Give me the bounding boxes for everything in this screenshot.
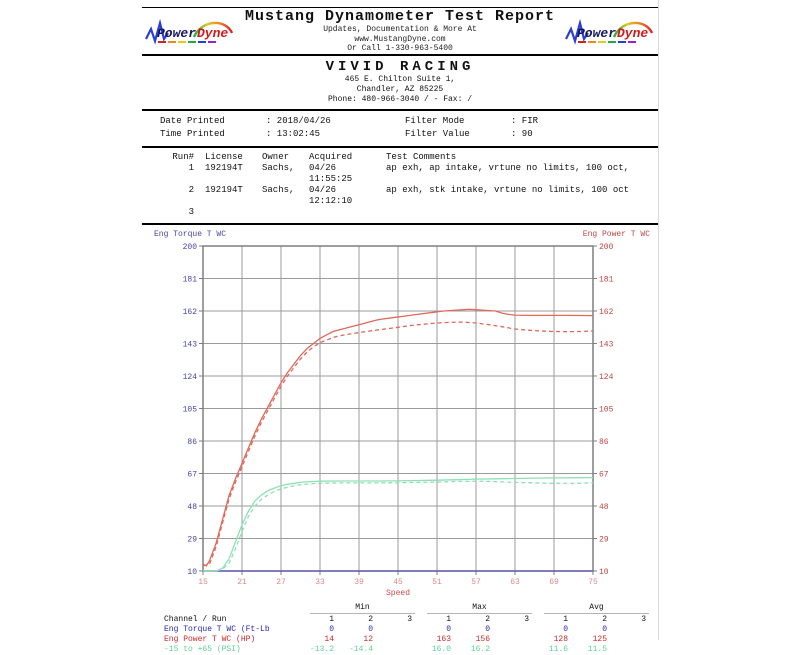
x-axis-title: Speed [385,589,411,598]
summary-group-max: Max [427,603,532,614]
y-tick-label-right: 162 [599,308,614,317]
run-license [205,207,251,218]
summary-torque-value: 0 [446,625,451,634]
logo-power-text: Power [157,26,197,41]
summary-run-col: 2 [368,615,373,624]
runs-header-acquired: Acquired [309,152,353,162]
y-tick-label-right: 105 [599,405,614,415]
run-number: 1 [188,163,194,173]
summary-torque-value: 0 [329,625,334,634]
run-comments [386,207,658,218]
run-number: 2 [188,185,194,195]
logo-tagline [158,41,216,43]
shop-name: VIVID RACING [325,59,475,75]
summary-run-col: 1 [329,615,334,624]
x-tick-label: 51 [432,578,442,587]
summary-power-value: 163 [436,635,451,644]
report-subtitle-1: Updates, Documentation & More At [323,25,477,35]
report-page [142,0,659,654]
report-subtitle-url: www.MustangDyne.com [354,34,446,44]
runs-table [166,152,658,218]
shop-address-1: 465 E. Chilton Suite 1, [344,75,456,84]
x-tick-label: 75 [588,578,598,587]
summary-torque-value: 0 [563,625,568,634]
x-tick-label: 57 [471,578,481,587]
y-tick-label-right: 143 [599,340,614,350]
left-axis-label: Eng Torque T WC [154,230,227,239]
report-header [142,8,658,54]
summary-run-col: 1 [446,615,451,624]
runs-header-owner: Owner [262,152,290,162]
runs-header-license: License [205,152,243,162]
summary-run-col: 3 [524,615,529,624]
report-title: Mustang Dynamometer Test Report [244,8,556,26]
y-tick-label-left: 67 [187,470,197,480]
summary-psi-value: -14.4 [348,645,373,654]
summary-torque-value: 0 [368,625,373,634]
runs-section [142,148,658,223]
summary-psi-value: 11.5 [587,645,607,654]
summary-section [142,597,658,655]
summary-torque-value [382,625,421,635]
y-tick-label-left: 86 [187,438,197,447]
time-printed-label: Time Printed [160,129,225,139]
run-acquired [309,207,375,218]
summary-torque-value [616,625,655,635]
y-tick-label-left: 124 [182,373,197,382]
report-subtitle-phone: Or Call 1-330-963-5400 [347,44,453,54]
summary-power-value: 156 [475,635,490,644]
powerdyne-logo-right [564,15,656,47]
x-tick-label: 39 [354,578,364,587]
title-block [236,8,564,54]
x-tick-label: 63 [510,578,520,587]
summary-psi-value: 16.0 [431,645,451,654]
summary-psi-value: 16.2 [470,645,490,654]
run-owner [262,207,298,218]
y-tick-label-right: 10 [599,568,609,577]
x-tick-label: 69 [549,578,559,587]
y-tick-label-right: 67 [599,470,609,480]
logo-power-text: Power [577,26,617,41]
filter-mode-value: : FIR [511,116,539,126]
y-tick-label-left: 162 [182,308,197,317]
summary-psi-value: 11.6 [548,645,568,654]
run-owner: Sachs, [262,163,295,173]
y-tick-label-right: 200 [599,243,614,252]
summary-channel-label: Channel / Run [164,615,227,624]
y-tick-label-left: 143 [182,340,197,350]
y-tick-label-left: 48 [187,503,197,512]
print-info-left [160,115,405,141]
x-tick-label: 45 [393,578,403,587]
dyno-chart-block [142,225,658,597]
y-tick-label-right: 48 [599,503,609,512]
summary-run-col: 3 [641,615,646,624]
summary-torque-value: 0 [485,625,490,634]
runs-header-run: Run# [172,152,194,162]
filter-value-label: Filter Value [405,129,470,139]
y-tick-label-right: 124 [599,373,614,382]
logo-dyne-text: Dyne [617,26,649,41]
shop-phone: Phone: 480-966-3040 / - Fax: / [327,95,473,104]
run-acquired: 04/26 11:55:25 [309,163,353,184]
run-license: 192194T [205,185,243,195]
y-tick-label-left: 29 [187,535,197,545]
date-printed-value: : 2018/04/26 [266,116,331,126]
right-axis-label: Eng Power T WC [582,230,650,239]
x-tick-label: 21 [237,578,247,587]
date-printed-label: Date Printed [160,116,225,126]
time-printed-value: : 13:02:45 [266,129,321,139]
summary-power-value: 12 [363,635,373,644]
summary-psi-value [382,645,421,655]
run-comments: ap exh, stk intake, vrtune no limits, 100 oct [386,185,630,195]
summary-run-col: 2 [602,615,607,624]
y-tick-label-right: 181 [599,275,614,285]
summary-torque-value: 0 [602,625,607,634]
print-info [142,111,658,146]
summary-power-value: 128 [553,635,568,644]
summary-run-col: 3 [407,615,412,624]
filter-value-value: : 90 [511,129,533,139]
summary-psi-label: -15 to +65 (PSI) [164,645,241,654]
y-tick-label-left: 10 [187,568,197,577]
y-tick-label-left: 181 [182,275,197,285]
summary-power-value [382,635,421,645]
run-owner: Sachs, [262,185,295,195]
run-acquired: 04/26 12:12:10 [309,185,353,206]
print-info-right [405,115,650,141]
powerdyne-logo-left [144,15,236,47]
filter-mode-label: Filter Mode [405,116,465,126]
logo-dyne-text: Dyne [197,26,229,41]
y-tick-label-right: 29 [599,535,609,545]
logo-tagline [578,41,636,43]
summary-power-label: Eng Power T WC (HP) [164,635,256,644]
x-tick-label: 15 [198,578,208,587]
summary-torque-label: Eng Torque T WC (Ft-Lb [164,625,270,634]
run-license: 192194T [205,163,243,173]
summary-psi-value: -13.2 [309,645,334,654]
runs-header-comments: Test Comments [386,152,457,162]
summary-table [164,603,658,655]
shop-info [142,56,658,109]
summary-run-col: 2 [485,615,490,624]
x-tick-label: 27 [276,578,286,587]
summary-power-value: 14 [324,635,334,644]
x-tick-label: 33 [315,578,325,587]
summary-run-col: 1 [563,615,568,624]
summary-group-avg: Avg [544,603,649,614]
summary-torque-value [499,625,538,635]
summary-corner [164,603,304,615]
summary-group-min: Min [310,603,415,614]
y-tick-label-left: 105 [182,405,197,415]
summary-power-value [499,635,538,645]
dyno-chart [142,225,658,597]
summary-psi-value [499,645,538,655]
summary-power-value [616,635,655,645]
summary-power-value: 125 [592,635,607,644]
shop-address-2: Chandler, AZ 85225 [356,85,444,94]
run-comments: ap exh, ap intake, vrtune no limits, 100 oct, [386,163,630,173]
summary-psi-value [616,645,655,655]
y-tick-label-right: 86 [599,438,609,447]
y-tick-label-left: 200 [182,243,197,252]
run-number: 3 [188,207,194,217]
